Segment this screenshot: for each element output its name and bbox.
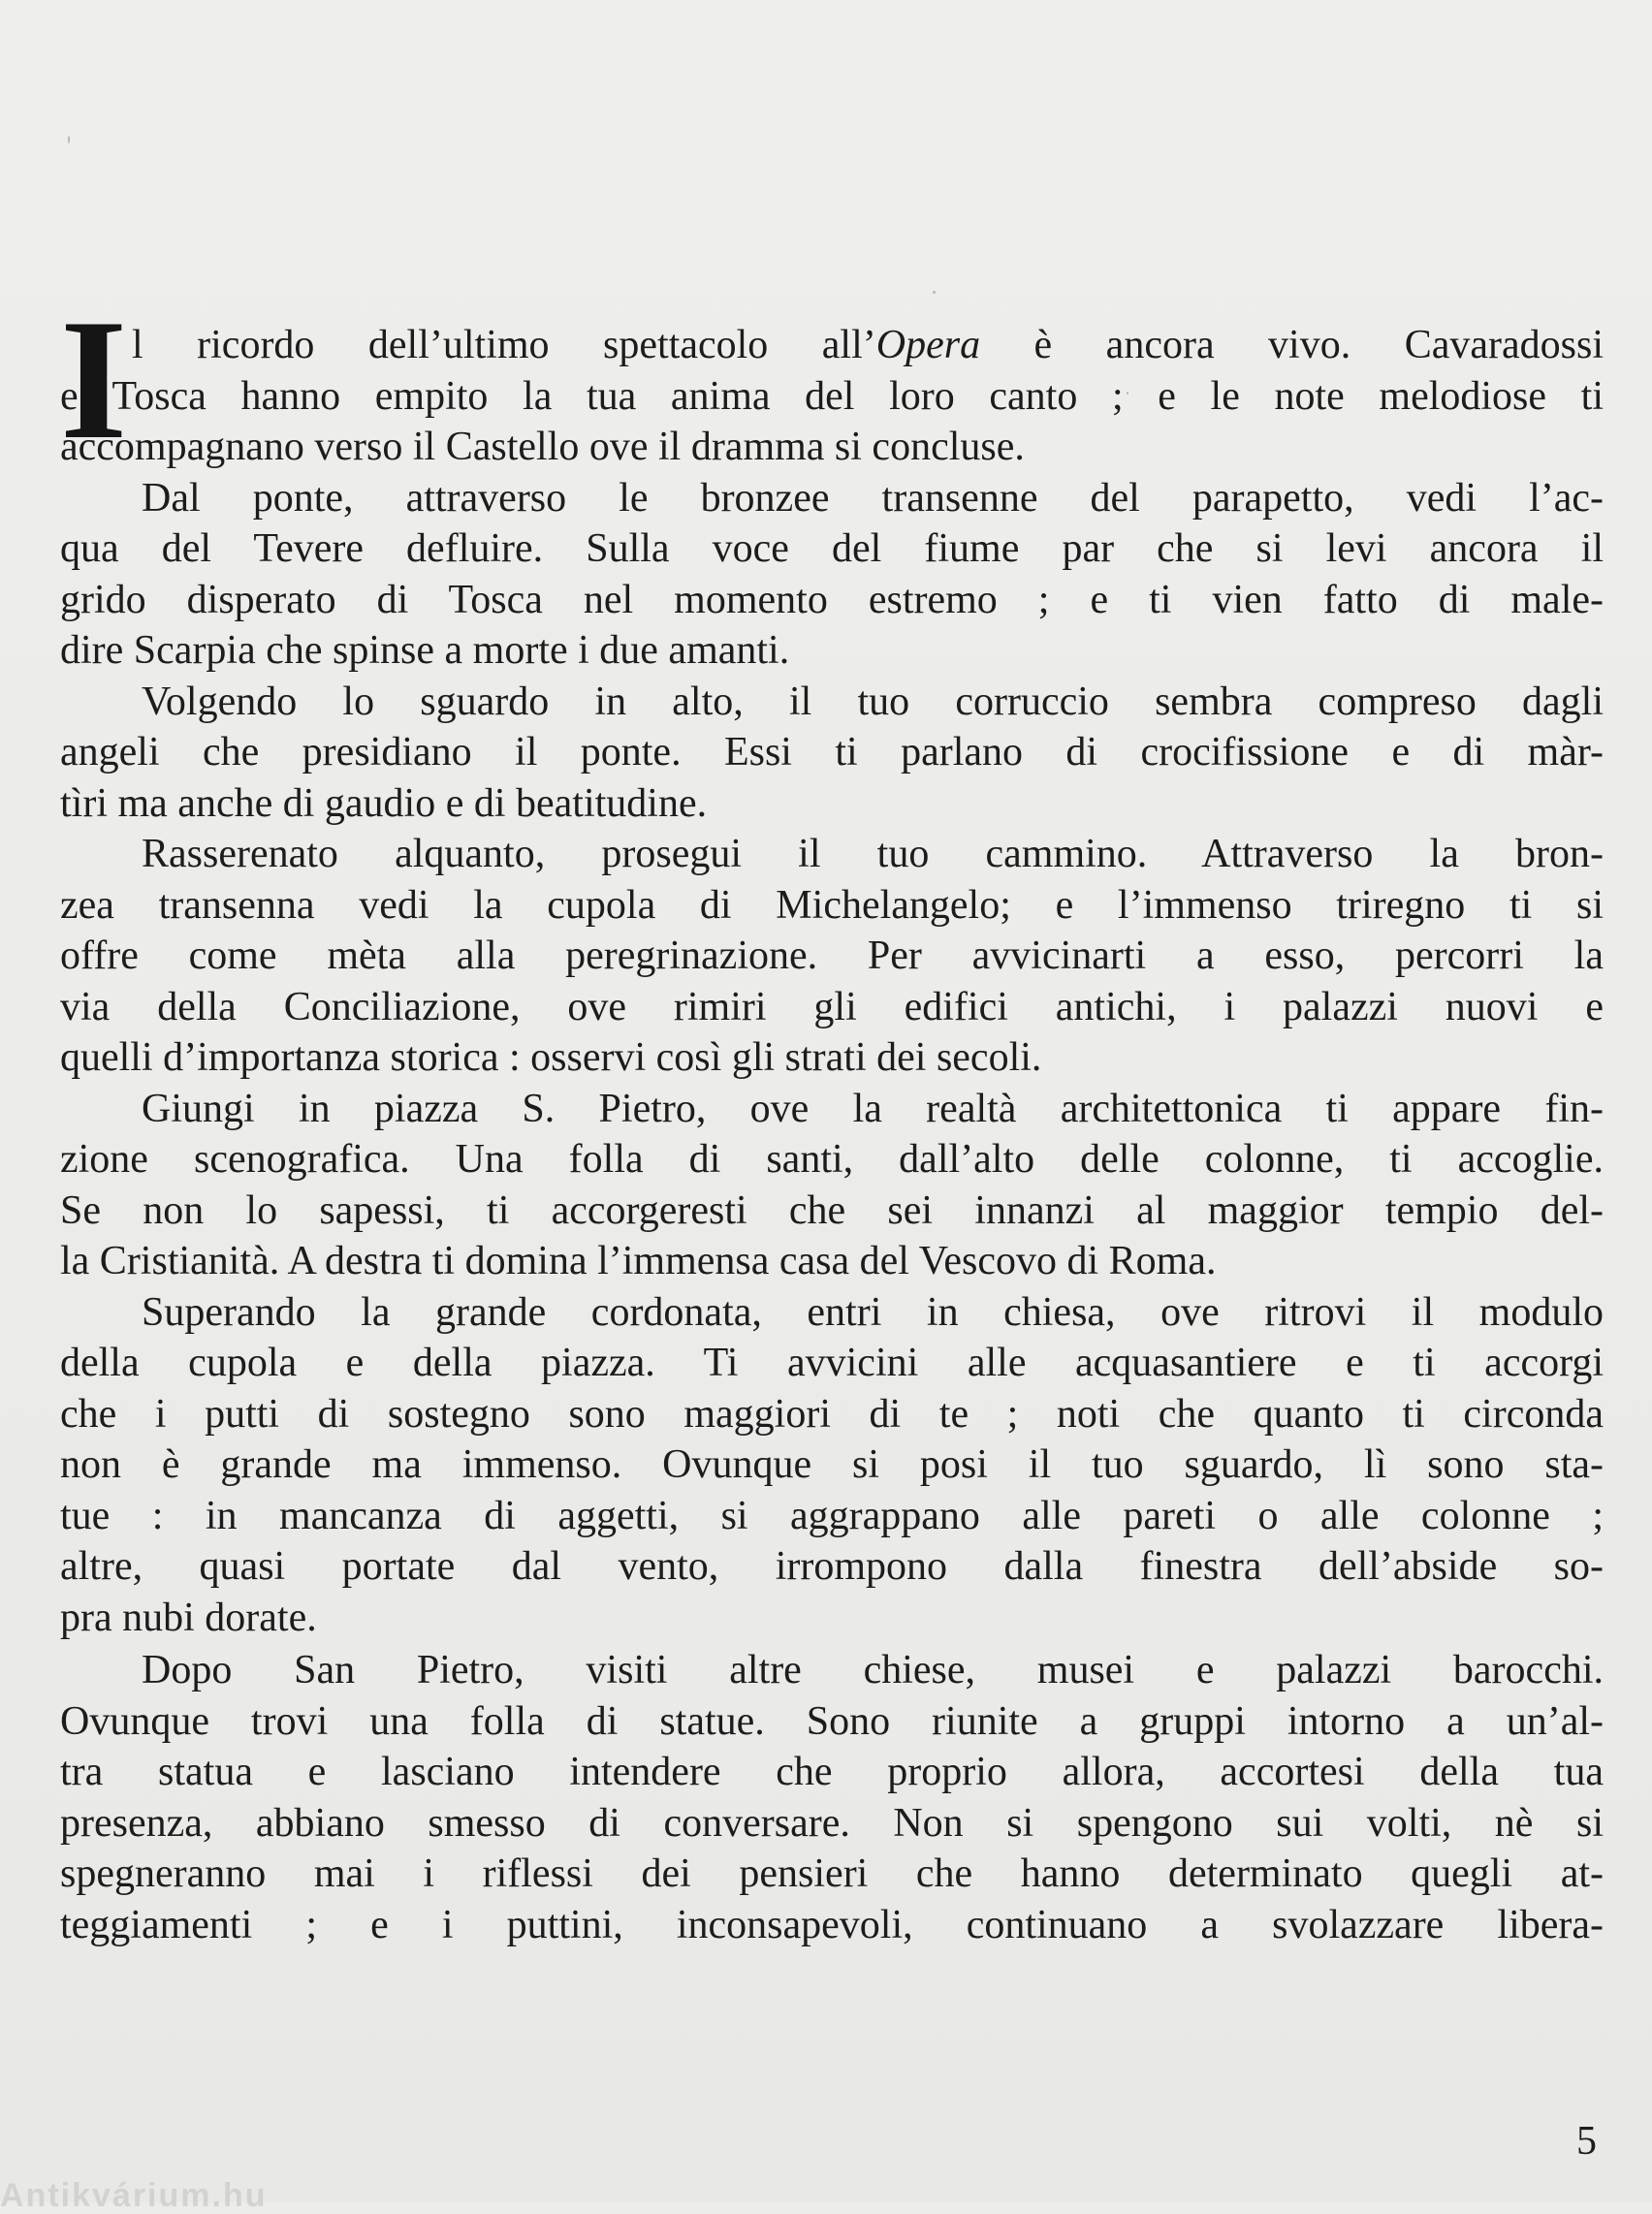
watermark: Antikvárium.hu <box>0 2177 268 2214</box>
paper-speck <box>68 136 70 143</box>
text-line: Ovunque trovi una folla di statue. Sono riunite a gruppi intorno a un’al- <box>60 1698 1604 1744</box>
text-line: Superando la grande cordonata, entri in chiesa, ove ritrovi il modulo <box>142 1289 1604 1335</box>
text-line: che i putti di sostegno sono maggiori di te ; noti che quanto ti circonda <box>60 1391 1604 1437</box>
text-line: tue : in mancanza di aggetti, si aggrappano alle pareti o alle colonne ; <box>60 1493 1604 1538</box>
text-line: quelli d’importanza storica : osservi così gli strati dei secoli. <box>60 1035 1042 1080</box>
text-line: Dopo San Pietro, visiti altre chiese, musei e palazzi barocchi. <box>142 1648 1604 1692</box>
text-line: della cupola e della piazza. Ti avvicini alle acquasantiere e ti accorgi <box>60 1341 1604 1385</box>
text-line: tra statua e lasciano intendere che proprio allora, accortesi della tua <box>60 1750 1604 1794</box>
text-line: Giungi in piazza S. Pietro, ove la realtà architettonica ti appare fin- <box>142 1086 1604 1131</box>
text-line: Rasserenato alquanto, prosegui il tuo cammino. Attraverso la bron- <box>142 832 1604 876</box>
text-line: non è grande ma immenso. Ovunque si posi il tuo sguardo, lì sono sta- <box>60 1442 1604 1487</box>
text-line: qua del Tevere defluire. Sulla voce del fiume par che si levi ancora il <box>60 526 1604 571</box>
text-line: grido disperato di Tosca nel momento estremo ; e ti vien fatto di male- <box>60 577 1604 622</box>
text-line: teggiamenti ; e i puttini, inconsapevoli, continuano a svolazzare libera- <box>60 1902 1604 1947</box>
text-line: zione scenografica. Una folla di santi, dall’alto delle colonne, ti accoglie. <box>60 1137 1604 1182</box>
text-line: Volgendo lo sguardo in alto, il tuo corruccio sembra compreso dagli <box>142 679 1604 724</box>
text-line: via della Conciliazione, ove rimiri gli edifici antichi, i palazzi nuovi e <box>60 984 1604 1029</box>
italic-word: Opera <box>875 323 981 367</box>
text-line: Dal ponte, attraverso le bronzee transenne del parapetto, vedi l’ac- <box>142 475 1604 521</box>
text-line: e Tosca hanno empito la tua anima del loro canto ; e le note melodiose ti <box>60 373 1604 419</box>
text-line: angeli che presidiano il ponte. Essi ti parlano di crocifissione e di màr- <box>60 730 1604 775</box>
page-number: 5 <box>1576 2119 1597 2164</box>
text-line: zea transenna vedi la cupola di Michelangelo; e l’immenso triregno ti si <box>60 882 1604 928</box>
body-text <box>60 283 1604 1950</box>
drop-cap: I <box>60 283 128 475</box>
paper-speck <box>933 291 936 294</box>
text-line: altre, quasi portate dal vento, irrompono dalla finestra dell’abside so- <box>60 1544 1604 1589</box>
text-line: la Cristianità. A destra ti domina l’immensa casa del Vescovo di Roma. <box>60 1239 1217 1283</box>
text-line: dire Scarpia che spinse a morte i due amanti. <box>60 628 790 673</box>
text-line: l ricordo dell’ultimo spettacolo all’Opera è ancora vivo. Cavaradossi <box>132 323 1604 367</box>
text-line: pra nubi dorate. <box>60 1595 317 1640</box>
text-line: tìri ma anche di gaudio e di beatitudine. <box>60 780 708 826</box>
text-line: offre come mèta alla peregrinazione. Per avvicinarti a esso, percorri la <box>60 933 1604 978</box>
text-line: accompagnano verso il Castello ove il dramma si concluse. <box>60 425 1025 469</box>
text-line: presenza, abbiano smesso di conversare. Non si spengono sui volti, nè si <box>60 1800 1604 1846</box>
text-line: spegneranno mai i riflessi dei pensieri che hanno determinato quegli at- <box>60 1851 1604 1896</box>
text-line: Se non lo sapessi, ti accorgeresti che sei innanzi al maggior tempio del- <box>60 1187 1604 1233</box>
